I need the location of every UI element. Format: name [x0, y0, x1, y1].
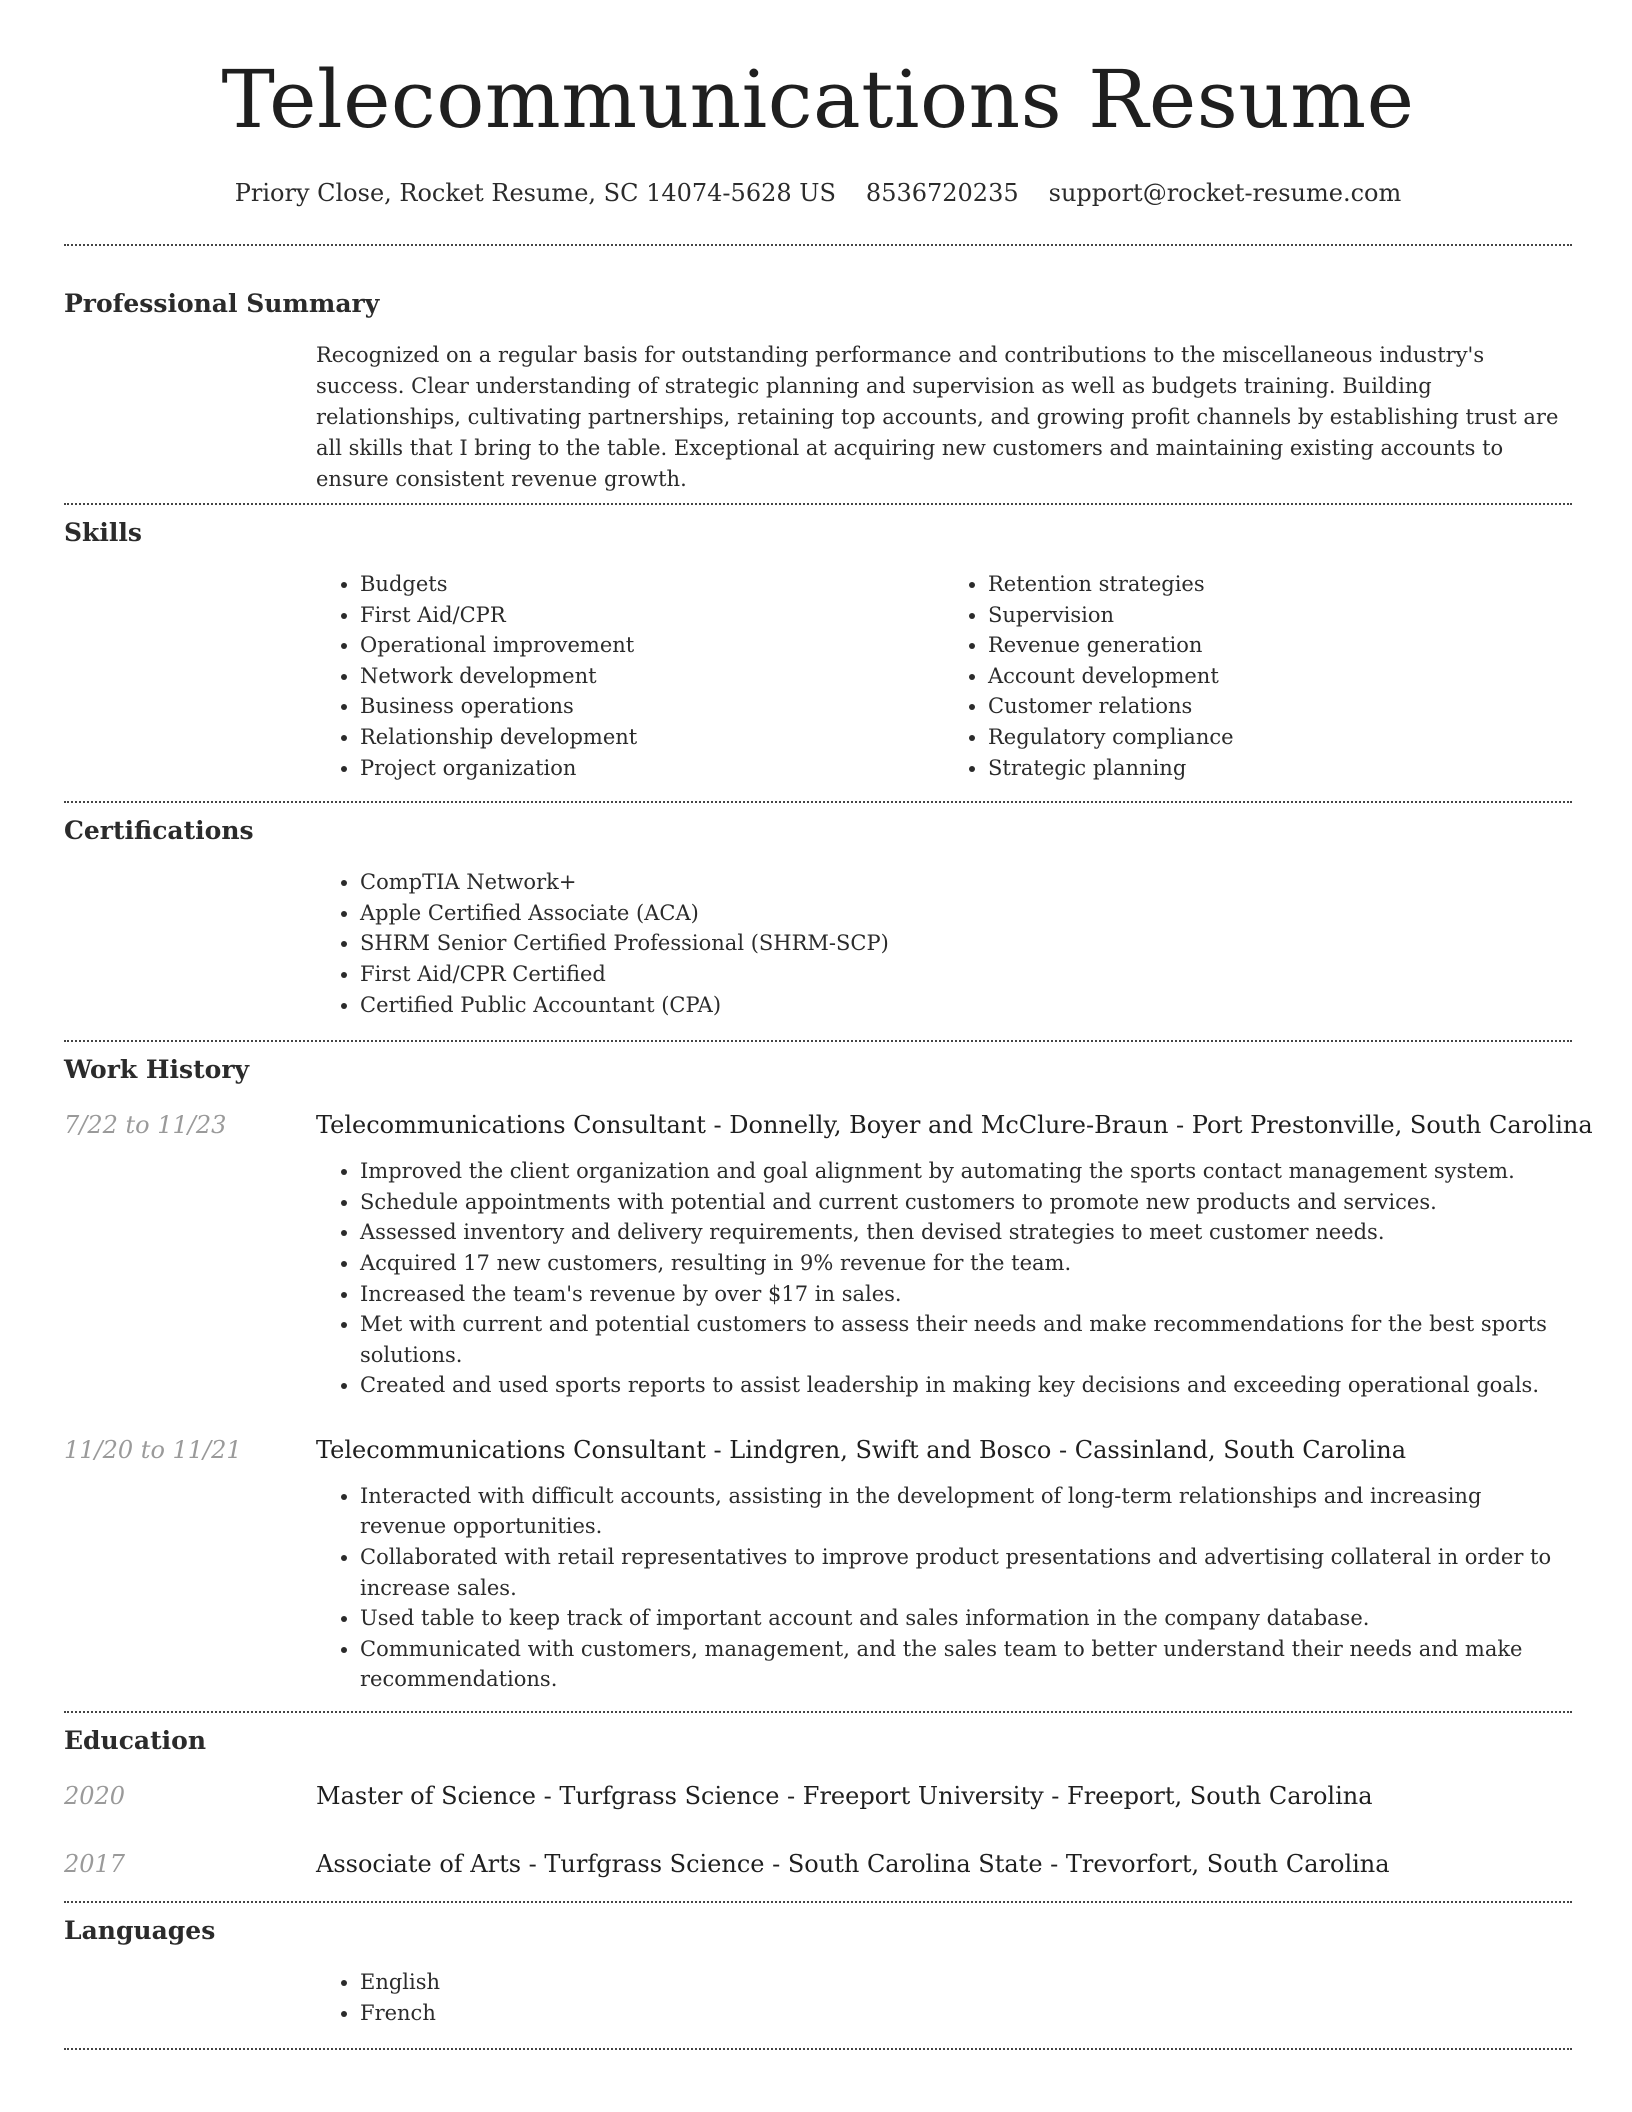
education-year: 2020	[64, 1782, 126, 1811]
skill-item: • Supervision	[988, 600, 1572, 631]
certification-item: • SHRM Senior Certified Professional (SHRM-SCP)	[360, 928, 1572, 959]
job-bullet: • Schedule appointments with potential and current customers to promote new products and services.	[360, 1187, 1572, 1218]
job-bullet: • Improved the client organization and goal alignment by automating the sports contact management system.	[360, 1156, 1572, 1187]
skills-column-right	[944, 569, 1572, 783]
contact-address: Priory Close, Rocket Resume, SC 14074-5628 US	[234, 179, 836, 207]
section-title-skills: Skills	[64, 518, 142, 547]
skill-item: • Operational improvement	[360, 630, 944, 661]
section-skills	[64, 517, 1572, 783]
job-bullet: • Interacted with difficult accounts, assisting in the development of long-term relationships and increasing revenue opportunities.	[360, 1481, 1572, 1542]
resume-title: Telecommunications Resume	[221, 53, 1415, 146]
job-entry	[64, 1110, 1593, 1401]
divider	[64, 2048, 1572, 2050]
skills-list	[316, 569, 1572, 783]
job-bullet: • Used table to keep track of important account and sales information in the company database.	[360, 1603, 1572, 1634]
certification-item: • Certified Public Accountant (CPA)	[360, 990, 1572, 1021]
skill-item: • First Aid/CPR	[360, 600, 944, 631]
skill-item: • Revenue generation	[988, 630, 1572, 661]
language-item: • English	[360, 1967, 1572, 1998]
contact-phone: 8536720235	[865, 179, 1019, 207]
skill-item: • Account development	[988, 661, 1572, 692]
certification-item: • Apple Certified Associate (ACA)	[360, 898, 1572, 929]
certification-item: • CompTIA Network+	[360, 867, 1572, 898]
job-title: Telecommunications Consultant - Donnelly, Boyer and McClure-Braun - Port Prestonville, South Carolina	[316, 1111, 1593, 1140]
job-entry	[64, 1435, 1572, 1695]
skill-item: • Budgets	[360, 569, 944, 600]
certification-item: • First Aid/CPR Certified	[360, 959, 1572, 990]
job-bullet: • Assessed inventory and delivery requirements, then devised strategies to meet customer needs.	[360, 1217, 1572, 1248]
divider	[64, 801, 1572, 803]
education-entry	[64, 1781, 1572, 1811]
resume-page	[64, 0, 1593, 2050]
job-bullet: • Met with current and potential customers to assess their needs and make recommendations for the best sports solutions.	[360, 1309, 1572, 1370]
skills-column-left	[316, 569, 944, 783]
skill-item: • Regulatory compliance	[988, 722, 1572, 753]
job-bullet: • Collaborated with retail representatives to improve product presentations and advertising collateral in order to increase sales.	[360, 1542, 1572, 1603]
section-languages	[64, 1915, 1572, 2028]
section-work-history	[64, 1054, 1593, 1695]
section-education	[64, 1725, 1572, 1879]
skill-item: • Project organization	[360, 753, 944, 784]
education-entry	[64, 1849, 1572, 1879]
languages-list	[316, 1967, 1572, 2028]
divider	[64, 1901, 1572, 1903]
divider	[64, 1040, 1572, 1042]
section-title-languages: Languages	[64, 1916, 216, 1946]
divider	[64, 503, 1572, 505]
divider	[64, 244, 1572, 246]
skill-item: • Retention strategies	[988, 569, 1572, 600]
section-certifications	[64, 815, 1572, 1020]
section-title-education: Education	[64, 1726, 207, 1756]
job-bullets	[316, 1481, 1572, 1695]
section-title-summary: Professional Summary	[64, 289, 380, 318]
skill-item: • Business operations	[360, 691, 944, 722]
section-title-work-history: Work History	[64, 1055, 250, 1085]
summary-text: Recognized on a regular basis for outstanding performance and contributions to the miscellaneous industry's success. Clear understanding of strategic planning and supervision as well as budgets training. Building relationships, cultivating partnerships, retaining top accounts, and growing profit channels by establishing trust are all skills that I bring to the table. Exceptional at acquiring new customers and maintaining existing accounts to ensure consistent revenue growth.	[316, 343, 1559, 491]
job-bullets	[316, 1156, 1572, 1401]
job-bullet: • Communicated with customers, management, and the sales team to better understand their needs and make recommendations.	[360, 1634, 1572, 1695]
skill-item: • Customer relations	[988, 691, 1572, 722]
divider	[64, 1711, 1572, 1713]
education-year: 2017	[64, 1850, 126, 1879]
skill-item: • Network development	[360, 661, 944, 692]
section-summary	[64, 288, 1572, 495]
job-title: Telecommunications Consultant - Lindgren, Swift and Bosco - Cassinland, South Carolina	[316, 1435, 1406, 1464]
skill-item: • Relationship development	[360, 722, 944, 753]
education-details: Master of Science - Turfgrass Science - Freeport University - Freeport, South Carolina	[316, 1782, 1373, 1811]
language-item: • French	[360, 1998, 1572, 2029]
job-dates: 7/22 to 11/23	[64, 1111, 227, 1140]
section-title-certifications: Certifications	[64, 816, 254, 846]
job-bullet: • Created and used sports reports to assist leadership in making key decisions and exceeding operational goals.	[360, 1370, 1572, 1401]
contact-email: support@rocket-resume.com	[1048, 179, 1402, 207]
skill-item: • Strategic planning	[988, 753, 1572, 784]
job-bullet: • Acquired 17 new customers, resulting in 9% revenue for the team.	[360, 1248, 1572, 1279]
education-details: Associate of Arts - Turfgrass Science - South Carolina State - Trevorfort, South Carolina	[316, 1850, 1390, 1879]
contact-line	[64, 178, 1572, 208]
job-bullet: • Increased the team's revenue by over $17 in sales.	[360, 1279, 1572, 1310]
job-dates: 11/20 to 11/21	[64, 1435, 242, 1464]
certifications-list	[316, 867, 1572, 1020]
resume-header	[64, 0, 1572, 208]
